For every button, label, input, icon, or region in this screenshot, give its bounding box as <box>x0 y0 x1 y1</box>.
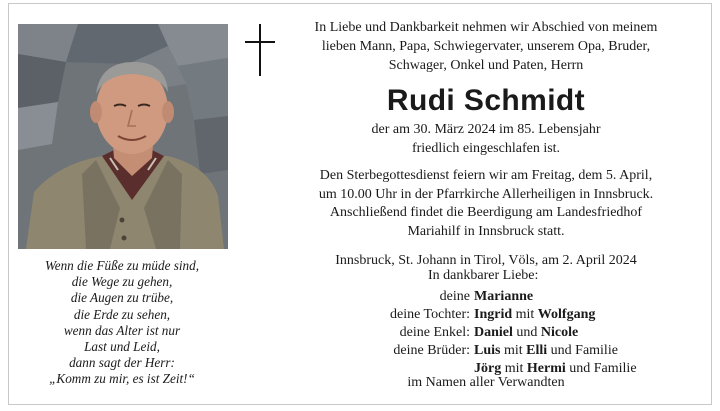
service-line: Den Sterbegottesdienst feiern wir am Freitag, dem 5. April, <box>319 168 653 183</box>
deceased-name: Rudi Schmidt <box>386 84 586 117</box>
mourner-name: Wolfgang <box>537 307 596 322</box>
intro-line: In Liebe und Dankbarkeit nehmen wir Abschied von meinem <box>314 20 658 35</box>
place-date-line: Innsbruck, St. Johann in Tirol, Völs, am 2. April 2024 <box>335 253 637 268</box>
mourner-name: Luis <box>474 343 501 358</box>
mourner-name: Jörg <box>474 361 502 376</box>
intro-line: Schwager, Onkel und Paten, Herrn <box>388 58 584 73</box>
mourner-label: deine Brüder: <box>393 343 470 358</box>
passing-line: der am 30. März 2024 im 85. Lebensjahr <box>371 122 601 137</box>
mourner-row-grandchildren: deine Enkel: Daniel und Nicole <box>320 324 637 342</box>
poem-line: wenn das Alter ist nur <box>63 322 181 338</box>
service-line: Anschließend findet die Beerdigung am Landesfriedhof <box>329 205 643 220</box>
mourner-label: deine Tochter: <box>389 307 470 322</box>
main-text <box>280 18 692 271</box>
poem-line: „Komm zu mir, es ist Zeit!“ <box>49 371 195 387</box>
mourner-name: Hermi <box>526 361 566 376</box>
passing-text <box>280 121 692 158</box>
mourner-name: Nicole <box>540 325 579 340</box>
closing-line: im Namen aller Verwandten <box>407 375 565 390</box>
poem-line: die Erde zu sehen, <box>73 306 171 322</box>
mourner-row-brothers-2: Jörg mit Hermi und Familie <box>474 361 637 376</box>
poem-line: Wenn die Füße zu müde sind, <box>44 258 200 273</box>
poem-line: die Augen zu trübe, <box>70 290 174 306</box>
mourner-row-brothers: deine Brüder: Luis mit Elli und Familie <box>320 342 637 360</box>
passing-line: friedlich eingeschlafen ist. <box>411 140 561 156</box>
intro-line: lieben Mann, Papa, Schwiegervater, unserem Opa, Bruder, <box>321 39 651 54</box>
grateful-heading: In dankbarer Liebe: <box>428 268 539 283</box>
poem-line: dann sagt der Herr: <box>69 355 175 371</box>
intro-text <box>280 18 692 75</box>
mourner-row-daughters: deine Tochter: Ingrid mit Wolfgang <box>320 306 637 324</box>
poem-line: die Wege zu gehen, <box>71 274 173 290</box>
memorial-poem <box>4 258 240 388</box>
mourner-name: Marianne <box>474 289 534 304</box>
portrait-image <box>18 24 228 249</box>
poem-line: Last und Leid, <box>84 339 160 355</box>
cross-icon <box>245 24 275 76</box>
service-line: Mariahilf in Innsbruck statt. <box>407 223 565 239</box>
portrait-photo <box>18 24 228 249</box>
service-line: um 10.00 Uhr in der Pfarrkirche Allerheiligen in Innsbruck. <box>318 186 654 202</box>
mourner-row-wife <box>320 288 637 306</box>
mourners-list <box>320 288 637 378</box>
mourner-label: deine Enkel: <box>399 325 470 340</box>
mourner-label: deine <box>439 289 470 304</box>
mourner-name: Ingrid <box>474 307 513 322</box>
mourner-name: Daniel <box>474 325 513 340</box>
mourner-name: Elli <box>526 343 548 358</box>
service-text <box>280 167 692 241</box>
